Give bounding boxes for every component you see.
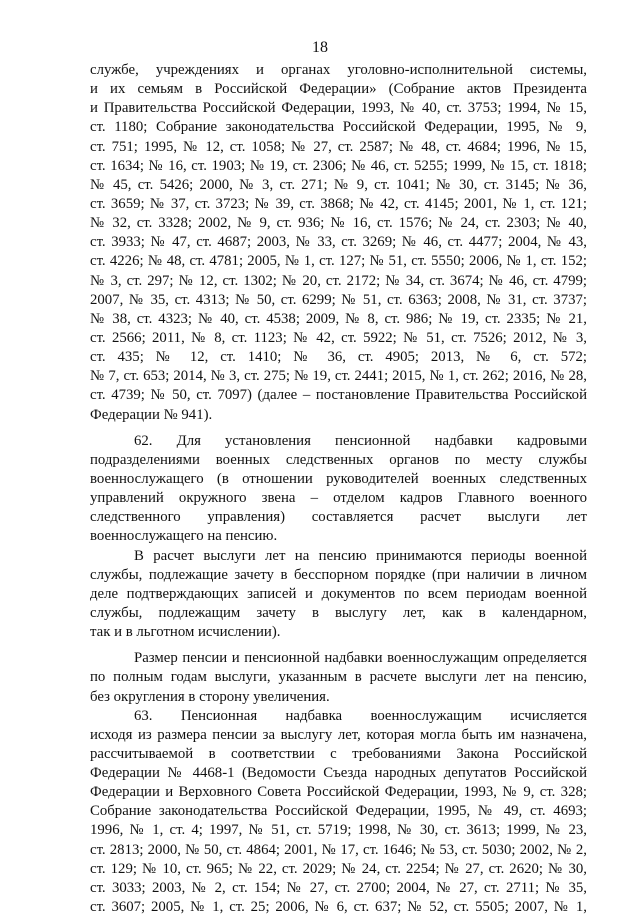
text-line: ст. 751; 1995, № 12, ст. 1058; № 27, ст. 2587; № 48, ст. 4684; 1996, № 15, <box>90 138 587 155</box>
paragraph <box>90 649 587 706</box>
text-line: и их семьям в Российской Федерации» (Собрание актов Президента <box>90 81 587 98</box>
page-number: 18 <box>312 39 328 56</box>
text-line: ст. 2813; 2000, № 50, ст. 4864; 2001, № 17, ст. 1646; № 53, ст. 5030; 2002, № 2, <box>90 841 587 858</box>
text-line: по полным годам выслуги, указанным в расчете выслуги лет на пенсию, <box>90 669 587 686</box>
text-line: ст. 1180; Собрание законодательства Российской Федерации, 1995, № 9, <box>90 119 587 136</box>
text-line: следственного управления) составляется расчет выслуги лет <box>90 509 587 526</box>
text-line: деле подтверждающих записей и документов по всем периодам военной <box>90 585 587 602</box>
text-line: Федерации № 4468-1 (Ведомости Съезда народных депутатов Российской <box>90 765 587 782</box>
text-line: № 3, ст. 297; № 12, ст. 1302; № 20, ст. 2172; № 34, ст. 3674; № 46, ст. 4799; <box>90 272 587 289</box>
text-line: службы, подлежащие зачету в бесспорном порядке (при наличии в личном <box>90 566 587 583</box>
text-line: ст. 1634; № 16, ст. 1903; № 19, ст. 2306; № 46, ст. 5255; 1999, № 15, ст. 1818; <box>90 157 587 174</box>
text-line: Федерации № 941). <box>90 406 213 423</box>
text-line: ст. 129; № 10, ст. 965; № 22, ст. 2029; № 24, ст. 2254; № 27, ст. 2620; № 30, <box>90 860 587 877</box>
text-line: ст. 435; № 12, ст. 1410; № 36, ст. 4905; 2013, № 6, ст. 572; <box>90 349 587 366</box>
text-line: Федерации и Верховного Совета Российской Федерации, 1993, № 9, ст. 328; <box>90 784 587 801</box>
paragraph-gap <box>90 425 587 432</box>
text-line: 1996, № 1, ст. 4; 1997, № 51, ст. 5719; 1998, № 30, ст. 3613; 1999, № 23, <box>90 822 587 839</box>
text-line: № 7, ст. 653; 2014, № 3, ст. 275; № 19, ст. 2441; 2015, № 1, ст. 262; 2016, № 28, <box>90 368 587 385</box>
paragraph <box>90 432 587 547</box>
text-line: В расчет выслуги лет на пенсию принимаются периоды военной <box>134 547 587 564</box>
text-line: ст. 3933; № 47, ст. 4687; 2003, № 33, ст. 3269; № 46, ст. 4477; 2004, № 43, <box>90 234 587 251</box>
text-line: и Правительства Российской Федерации, 1993, № 40, ст. 3753; 1994, № 15, <box>90 100 587 117</box>
text-line: подразделениями военных следственных органов по месту службы <box>90 451 587 468</box>
text-line: № 32, ст. 3328; 2002, № 9, ст. 936; № 16, ст. 1576; № 24, ст. 2303; № 40, <box>90 215 587 232</box>
text-line: № 38, ст. 4323; № 40, ст. 4538; 2009, № 8, ст. 986; № 19, ст. 2335; № 21, <box>90 310 587 327</box>
text-line: 62. Для установления пенсионной надбавки кадровыми <box>134 432 587 449</box>
paragraph <box>90 547 587 643</box>
text-line: ст. 3659; № 37, ст. 3723; № 39, ст. 3868; № 42, ст. 4145; 2001, № 1, ст. 121; <box>90 195 587 212</box>
paragraph <box>90 707 587 917</box>
paragraph-gap <box>90 642 587 649</box>
text-line: рассчитываемой в соответствии с требованиями Закона Российской <box>90 745 587 762</box>
text-line: 63. Пенсионная надбавка военнослужащим исчисляется <box>134 707 587 724</box>
paragraph <box>90 61 587 425</box>
text-line: 2007, № 35, ст. 4313; № 50, ст. 6299; № 51, ст. 6363; 2008, № 31, ст. 3737; <box>90 291 587 308</box>
text-line: ст. 3607; 2005, № 1, ст. 25; 2006, № 6, ст. 637; № 52, ст. 5505; 2007, № 1, <box>90 899 587 916</box>
text-line: военнослужащего на пенсию. <box>90 528 278 545</box>
text-line: управлений окружного звена – отделом кадров Главного военного <box>90 490 587 507</box>
text-line: ст. 4739; № 50, ст. 7097) (далее – постановление Правительства Российской <box>90 387 587 404</box>
text-line: ст. 3033; 2003, № 2, ст. 154; № 27, ст. 2700; 2004, № 27, ст. 2711; № 35, <box>90 879 587 896</box>
text-line: службе, учреждениях и органах уголовно-исполнительной системы, <box>90 62 587 78</box>
text-line: без округления в сторону увеличения. <box>90 688 330 705</box>
text-line: исходя из размера пенсии за выслугу лет, которая могла быть им назначена, <box>90 726 587 743</box>
text-line: № 45, ст. 5426; 2000, № 3, ст. 271; № 9, ст. 1041; № 30, ст. 3145; № 36, <box>90 176 587 193</box>
text-line: Размер пенсии и пенсионной надбавки военнослужащим определяется <box>134 650 587 667</box>
text-line: ст. 2566; 2011, № 8, ст. 1123; № 42, ст. 5922; № 51, ст. 7526; 2012, № 3, <box>90 329 587 346</box>
document-body <box>90 61 587 917</box>
text-line: так и в льготном исчислении). <box>90 624 281 641</box>
text-line: военнослужащего (в отношении руководителей военных следственных <box>90 470 587 487</box>
text-line: службы, подлежащим зачету в выслугу лет, как в календарном, <box>90 604 587 621</box>
text-line: ст. 4226; № 48, ст. 4781; 2005, № 1, ст. 127; № 51, ст. 5550; 2006, № 1, ст. 152; <box>90 253 587 270</box>
text-line: Собрание законодательства Российской Федерации, 1995, № 49, ст. 4693; <box>90 803 587 820</box>
